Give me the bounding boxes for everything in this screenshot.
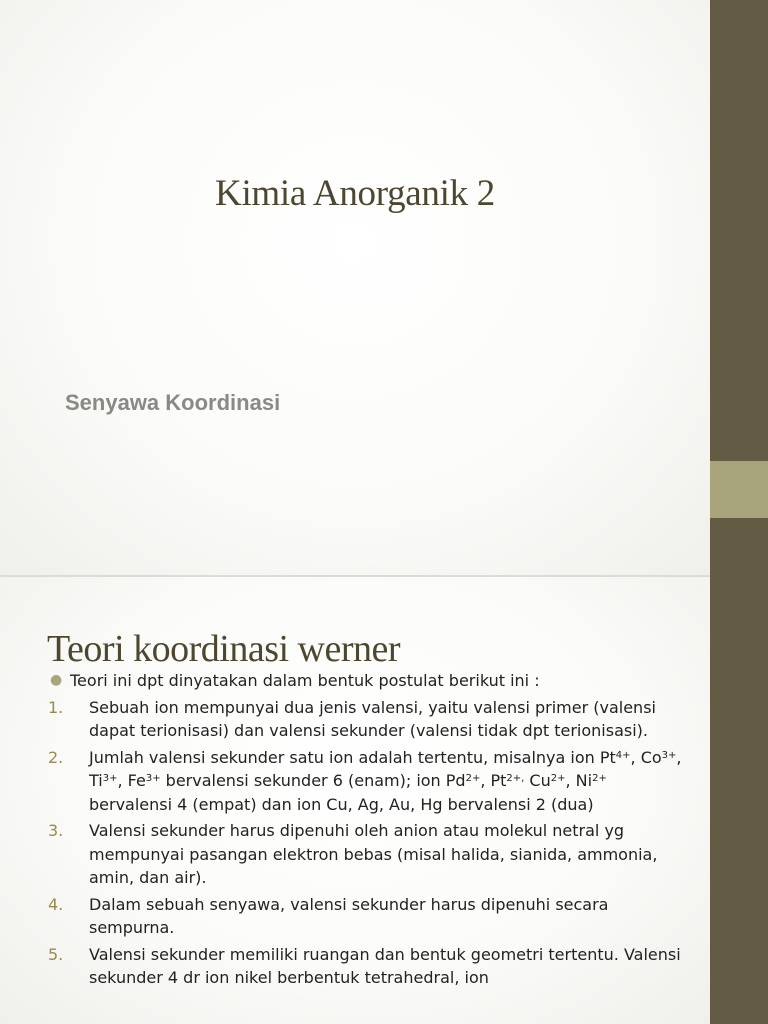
postulate-number: 2. (48, 747, 64, 767)
postulate-number: 4. (48, 894, 64, 914)
postulate-text: Valensi sekunder memiliki ruangan dan bentuk geometri tertentu. Valensi sekunder 4 dr ion nikel berbentuk tetrahedral, ion (89, 944, 681, 987)
postulate-item (48, 696, 688, 743)
slide-2-title: Teori koordinasi werner (47, 628, 401, 670)
postulate-number: 1. (48, 697, 64, 717)
postulate-text: Sebuah ion mempunyai dua jenis valensi, yaitu valensi primer (valensi dapat terionisasi) dan valensi sekunder (valensi tidak dpt terionisasi). (89, 697, 656, 740)
postulate-list (48, 696, 688, 990)
postulate-number: 3. (48, 821, 64, 840)
charge-superscript: 2+, (506, 773, 525, 784)
charge-superscript: 2+ (550, 773, 566, 784)
charge-superscript: 2+ (592, 773, 607, 784)
text-segment: , Fe (117, 771, 146, 790)
charge-superscript: 4+ (615, 749, 631, 761)
text-segment: , Ni (565, 771, 593, 790)
charge-superscript: 2+ (465, 773, 481, 784)
text-segment: bervalensi 4 (empat) dan ion Cu, Ag, Au, Hg bervalensi 2 (dua) (89, 794, 594, 814)
charge-superscript: 3+ (145, 773, 161, 784)
bullet-dot-icon: ● (50, 672, 63, 688)
postulate-item (48, 893, 688, 940)
text-segment: , Pt (480, 771, 507, 790)
postulate-item (48, 746, 688, 817)
postulate-item (48, 943, 688, 990)
intro-bullet-text: Teori ini dpt dinyatakan dalam bentuk postulat berikut ini : (70, 671, 540, 690)
slide-1-subtitle: Senyawa Koordinasi (65, 390, 281, 415)
text-segment: , Co (630, 747, 662, 767)
postulate-item (48, 819, 688, 890)
text-segment: Jumlah valensi sekunder satu ion adalah tertentu, misalnya ion Pt (89, 747, 616, 767)
postulate-text: Dalam sebuah senyawa, valensi sekunder harus dipenuhi secara sempurna. (89, 894, 609, 937)
sidebar-accent-block (710, 461, 768, 518)
charge-superscript: 3+ (102, 773, 118, 784)
text-segment: bervalensi sekunder 6 (enam); ion Pd (160, 771, 466, 790)
postulate-number: 5. (48, 944, 64, 964)
slide-1-title: Kimia Anorganik 2 (215, 173, 495, 214)
intro-bullet (48, 669, 688, 693)
postulate-text: Valensi sekunder harus dipenuhi oleh anion atau molekul netral yg mempunyai pasangan elektron bebas (misal halida, sianida, ammonia, amin, dan air). (89, 821, 658, 887)
text-segment: , Ti (89, 747, 682, 790)
charge-superscript: 3+ (661, 749, 677, 761)
postulate-text (89, 748, 682, 814)
slide-2 (0, 577, 710, 1024)
text-segment: Cu (524, 771, 551, 790)
slide-2-body (48, 669, 688, 990)
